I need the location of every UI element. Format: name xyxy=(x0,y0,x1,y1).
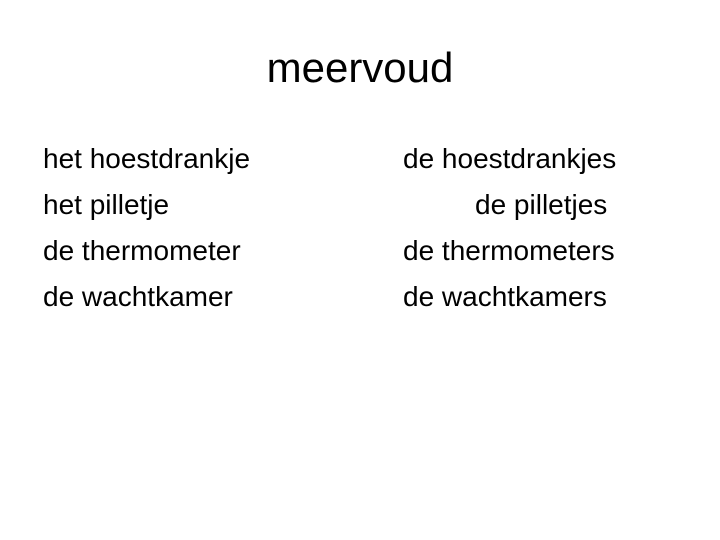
singular-item: de wachtkamer xyxy=(43,281,233,312)
singular-item: het hoestdrankje xyxy=(43,143,251,174)
plural-column xyxy=(403,136,616,320)
plural-item: de pilletjes xyxy=(475,189,608,220)
plural-item: de wachtkamers xyxy=(403,281,607,312)
singular-item: de thermometer xyxy=(43,235,241,266)
plural-item: de thermometers xyxy=(403,235,615,266)
plural-item: de hoestdrankjes xyxy=(403,143,617,174)
singular-item: het pilletje xyxy=(43,189,170,220)
slide-title: meervoud xyxy=(266,44,454,91)
singular-column xyxy=(43,136,250,320)
